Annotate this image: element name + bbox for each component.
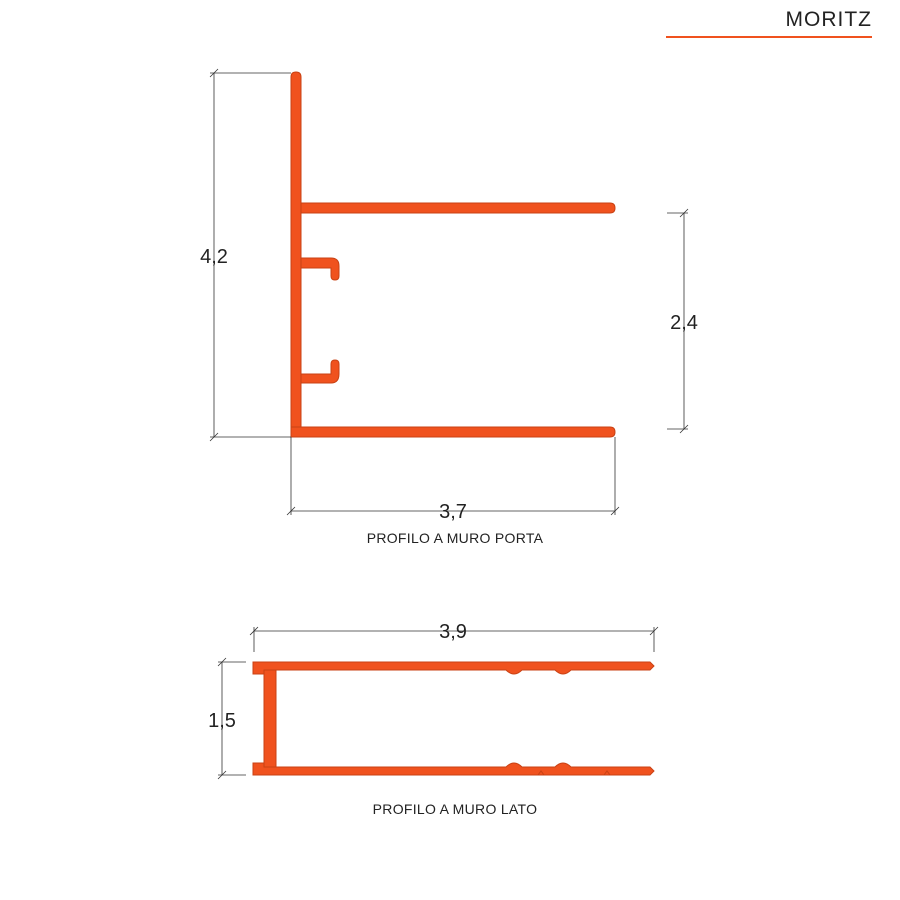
caption-door-profile: PROFILO A MURO PORTA bbox=[366, 530, 544, 546]
dimension-door-inner-height-label: 2,4 bbox=[670, 312, 698, 334]
dimension-side-width-label: 3,9 bbox=[439, 621, 467, 643]
profile-side-shape bbox=[253, 662, 654, 775]
dimension-door-width-label: 3,7 bbox=[439, 501, 467, 523]
dimension-door-height-label: 4,2 bbox=[200, 246, 228, 268]
profile-door-shape bbox=[291, 72, 615, 437]
caption-side-profile: PROFILO A MURO LATO bbox=[372, 801, 538, 817]
brand-name: MORITZ bbox=[785, 8, 872, 31]
dimension-side-height-label: 1,5 bbox=[208, 710, 236, 732]
